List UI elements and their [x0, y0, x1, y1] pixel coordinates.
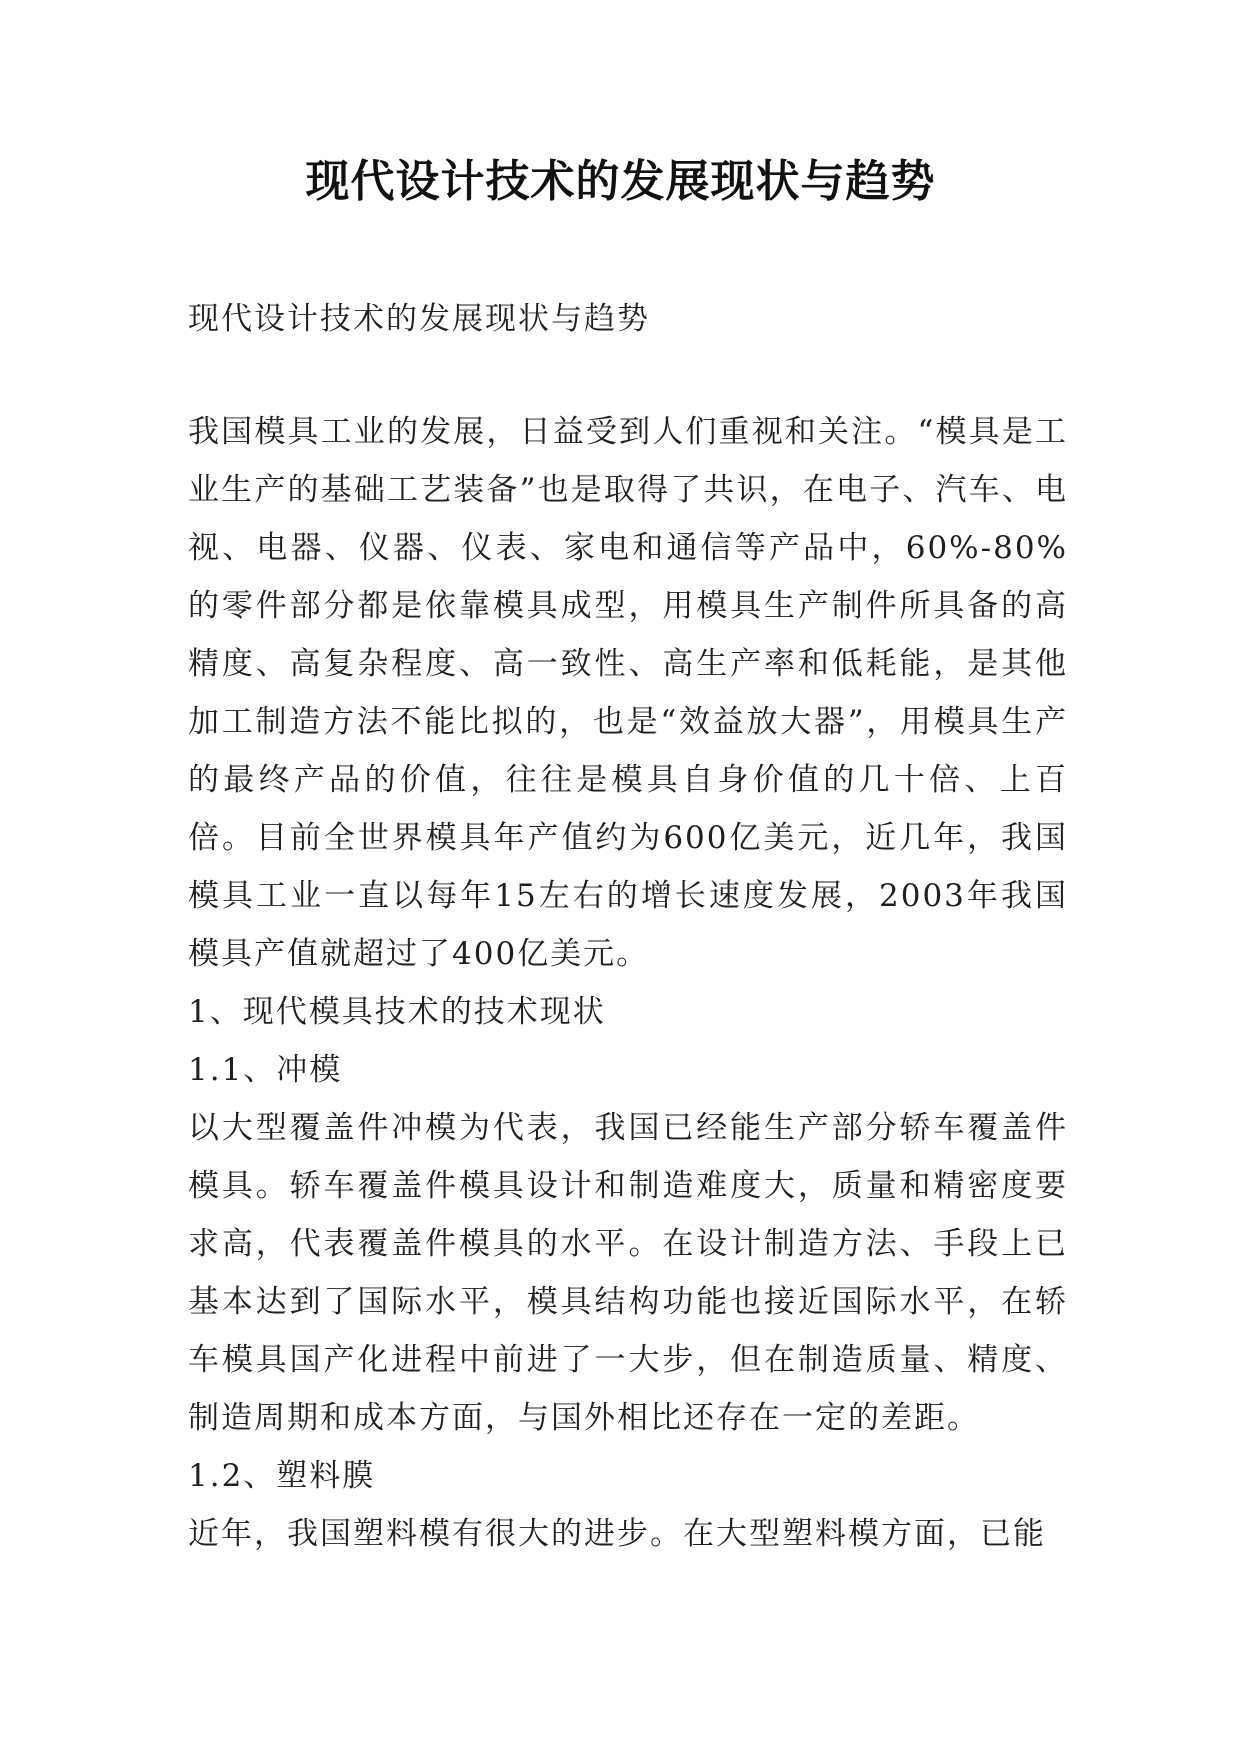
section-heading-1: 1、现代模具技术的技术现状 [188, 994, 606, 1030]
subsection-heading-1-1: 1.1、冲模 [188, 1052, 343, 1088]
paragraph-intro: 我国模具工业的发展，日益受到人们重视和关注。“模具是工业生产的基础工艺装备”也是取得了共识，在电子、汽车、电视、电器、仪器、仪表、家电和通信等产品中，60%-80%的零件部分都是依靠模具成型，用模具生产制件所具备的高精度、高复杂程度、高一致性、高生产率和低耗能，是其他加工制造方法不能比拟的，也是“效益放大器”，用模具生产的最终产品的价值，往往是模具自身价值的几十倍、上百倍。目前全世界模具年产值约为600亿美元，近几年，我国模具工业一直以每年15左右的增长速度发展，2003年我国模具产值就超过了400亿美元。 [188, 414, 1068, 972]
document-title: 现代设计技术的发展现状与趋势 [305, 156, 936, 207]
paragraph-plastic-molds: 近年，我国塑料模有很大的进步。在大型塑料模方面，已能 [188, 1516, 1046, 1552]
subsection-heading-1-2: 1.2、塑料膜 [188, 1458, 376, 1494]
paragraph-stamping-dies: 以大型覆盖件冲模为代表，我国已经能生产部分轿车覆盖件模具。轿车覆盖件模具设计和制造难度大，质量和精密度要求高，代表覆盖件模具的水平。在设计制造方法、手段上已基本达到了国际水平，模具结构功能也接近国际水平，在轿车模具国产化进程中前进了一大步，但在制造质量、精度、制造周期和成本方面，与国外相比还存在一定的差距。 [188, 1110, 1068, 1436]
document-subtitle: 现代设计技术的发展现状与趋势 [188, 301, 650, 337]
document-body [188, 403, 1068, 1563]
